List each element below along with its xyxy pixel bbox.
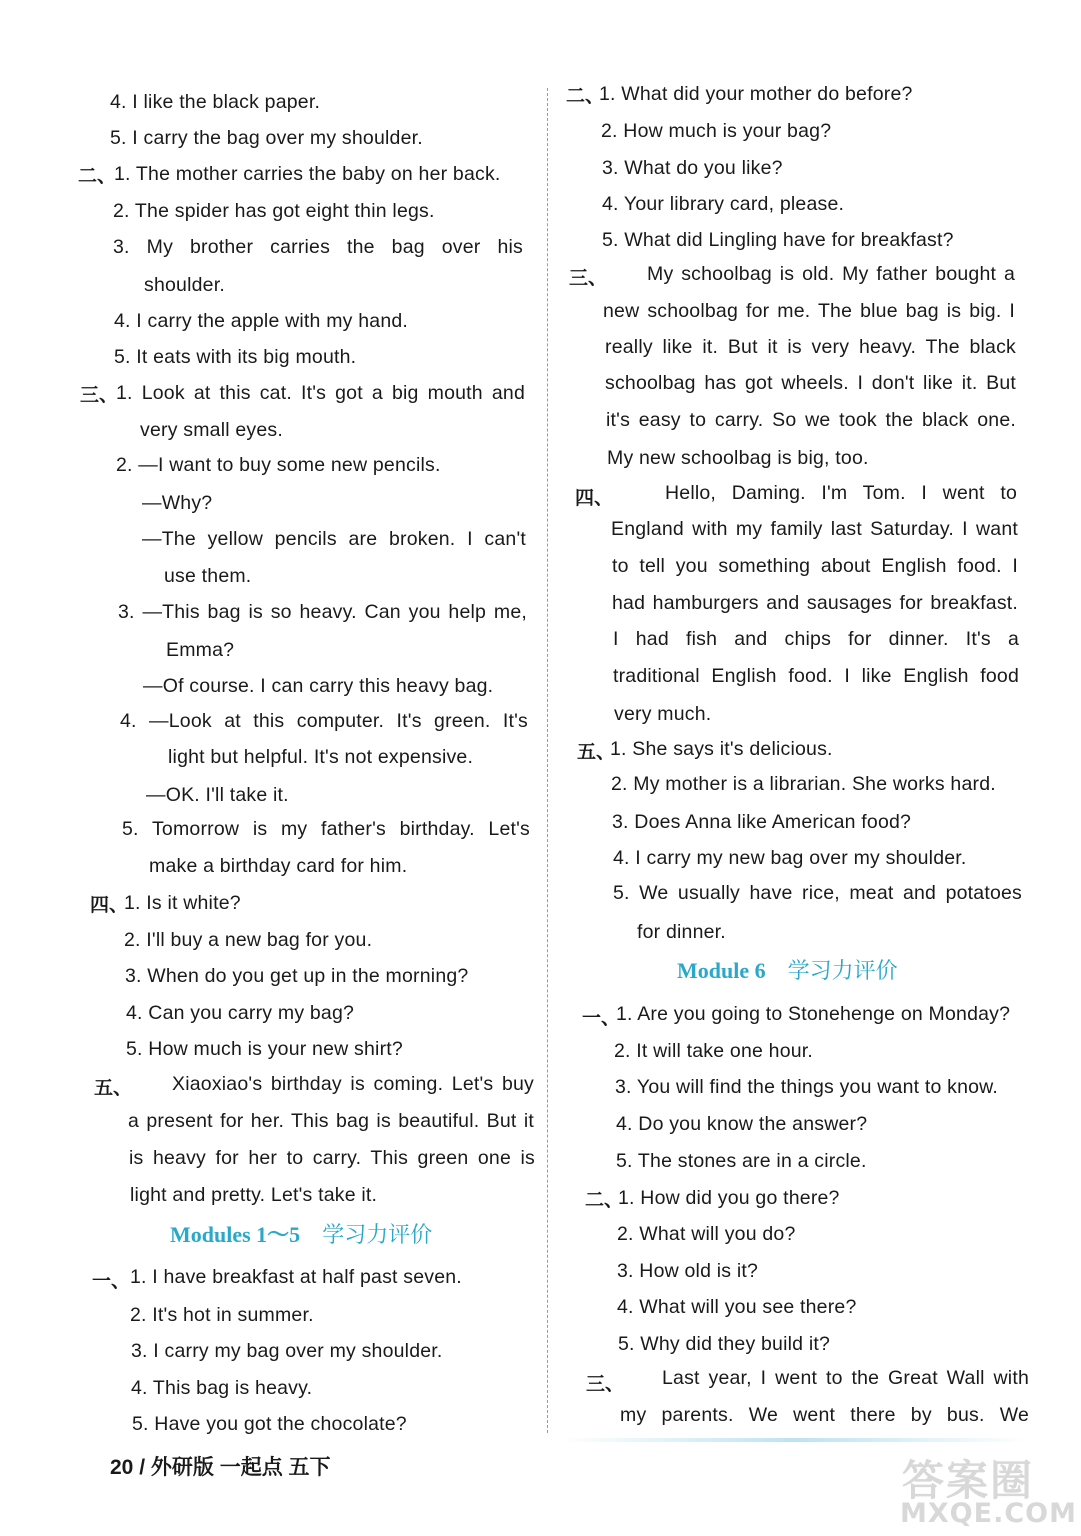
answer-line: 1. The mother carries the baby on her back. (114, 163, 501, 185)
answer-line: is heavy for her to carry. This green one is (129, 1147, 535, 1169)
answer-line: 3. —This bag is so heavy. Can you help me, (118, 601, 527, 623)
answer-line: 3. Does Anna like American food? (612, 811, 912, 833)
answer-line: 1. I have breakfast at half past seven. (130, 1266, 462, 1288)
answer-line: 5. How much is your new shirt? (126, 1038, 403, 1060)
answer-line: light but helpful. It's not expensive. (168, 746, 474, 768)
answer-line: 3. How old is it? (617, 1260, 759, 1282)
answer-line: 3. You will find the things you want to know. (615, 1076, 998, 1098)
heading-subtitle: 学习力评价 (787, 959, 898, 984)
section-marker: 二、 (78, 165, 117, 187)
answer-line: 2. It will take one hour. (614, 1040, 814, 1062)
answer-line: 1. How did you go there? (618, 1187, 840, 1209)
answer-line: Hello, Daming. I'm Tom. I went to (665, 482, 1017, 504)
answer-line: for dinner. (637, 921, 726, 943)
answer-line: 2. It's hot in summer. (130, 1304, 314, 1326)
answer-line: 5. Have you got the chocolate? (132, 1413, 407, 1435)
page-footer: 20 / 外研版 一起点 五下 (110, 1456, 331, 1479)
answer-line: shoulder. (144, 274, 225, 296)
answer-line: 2. My mother is a librarian. She works hard. (611, 773, 996, 795)
answer-line: use them. (164, 565, 252, 587)
section-marker: 三、 (569, 267, 608, 289)
section-marker: 二、 (585, 1189, 624, 1211)
answer-line: 3. What do you like? (602, 157, 783, 179)
answer-line: Emma? (166, 639, 235, 661)
answer-line: to tell you something about English food. I (612, 555, 1018, 577)
answer-line: 4. —Look at this computer. It's green. It's (120, 710, 528, 732)
section-marker: 四、 (90, 894, 129, 916)
answer-line: 5. It eats with its big mouth. (114, 346, 357, 368)
answer-line: My schoolbag is old. My father bought a (647, 263, 1015, 285)
heading-title: Module 6 (677, 958, 766, 983)
answer-line: 4. I carry the apple with my hand. (114, 310, 409, 332)
answer-line: 2. How much is your bag? (601, 120, 832, 142)
answer-line: Xiaoxiao's birthday is coming. Let's buy (172, 1073, 534, 1095)
answer-line: I had fish and chips for dinner. It's a (613, 628, 1019, 650)
watermark-title: 答案圈 (902, 1456, 1035, 1505)
answer-line: —Of course. I can carry this heavy bag. (143, 675, 494, 697)
answer-line: make a birthday card for him. (149, 855, 408, 877)
answer-line: 5. What did Lingling have for breakfast? (602, 229, 954, 251)
answer-line: 4. Can you carry my bag? (126, 1002, 355, 1024)
right-column (555, 0, 1081, 1440)
answer-line: very much. (614, 703, 712, 725)
section-marker: 二、 (566, 85, 605, 107)
answer-line: schoolbag has got wheels. I don't like it. But (605, 372, 1016, 394)
section-heading (170, 1221, 432, 1250)
answer-line: 5. Why did they build it? (618, 1333, 831, 1355)
answer-line: 2. What will you do? (617, 1223, 796, 1245)
answer-line: 1. Look at this cat. It's got a big mouth and (116, 382, 525, 404)
answer-line: traditional English food. I like English food (613, 665, 1019, 687)
answer-line: England with my family last Saturday. I want (611, 518, 1018, 540)
answer-line: 5. The stones are in a circle. (616, 1150, 867, 1172)
footer-rule (560, 1438, 1030, 1442)
column-divider (547, 88, 548, 1433)
answer-line: new schoolbag for me. The blue bag is big. I (603, 300, 1015, 322)
answer-line: very small eyes. (140, 419, 283, 441)
answer-line: 4. Do you know the answer? (616, 1113, 868, 1135)
answer-line: 4. Your library card, please. (602, 193, 845, 215)
answer-line: my parents. We went there by bus. We (620, 1404, 1029, 1426)
answer-line: My new schoolbag is big, too. (607, 447, 869, 469)
answer-line: 4. This bag is heavy. (131, 1377, 313, 1399)
answer-line: 4. What will you see there? (617, 1296, 857, 1318)
answer-line: 4. I carry my new bag over my shoulder. (613, 847, 967, 869)
answer-line: —OK. I'll take it. (146, 784, 289, 806)
answer-line: really like it. But it is very heavy. The black (605, 336, 1016, 358)
answer-line: Last year, I went to the Great Wall with (662, 1367, 1029, 1389)
answer-line: 4. I like the black paper. (110, 91, 321, 113)
section-marker: 五、 (94, 1077, 133, 1099)
watermark-url: MXQE.COM (900, 1498, 1077, 1529)
answer-line: 5. Tomorrow is my father's birthday. Let's (122, 818, 530, 840)
answer-line: it's easy to carry. So we took the black one. (606, 409, 1016, 431)
answer-line: 2. I'll buy a new bag for you. (124, 929, 373, 951)
section-marker: 三、 (80, 384, 119, 406)
answer-line: 3. When do you get up in the morning? (125, 965, 469, 987)
answer-line: light and pretty. Let's take it. (130, 1184, 378, 1206)
answer-line: 1. She says it's delicious. (610, 738, 833, 760)
section-heading (677, 957, 898, 986)
answer-line: —The yellow pencils are broken. I can't (142, 528, 526, 550)
heading-title: Modules 1～5 (170, 1222, 301, 1247)
answer-line: 1. Is it white? (124, 892, 241, 914)
answer-line: 5. I carry the bag over my shoulder. (110, 127, 423, 149)
answer-line: a present for her. This bag is beautiful. But it (128, 1110, 534, 1132)
answer-line: 2. —I want to buy some new pencils. (116, 454, 441, 476)
answer-line: 5. We usually have rice, meat and potatoes (613, 882, 1022, 904)
answer-line: —Why? (142, 492, 213, 514)
answer-line: 3. I carry my bag over my shoulder. (131, 1340, 443, 1362)
section-marker: 四、 (575, 487, 614, 509)
answer-line: 2. The spider has got eight thin legs. (113, 200, 435, 222)
watermark-logo (898, 1448, 1076, 1532)
answer-line: 1. Are you going to Stonehenge on Monday? (616, 1003, 1011, 1025)
section-marker: 三、 (586, 1373, 625, 1395)
left-column (0, 0, 545, 1440)
heading-subtitle: 学习力评价 (322, 1223, 433, 1248)
section-marker: 一、 (582, 1007, 621, 1029)
section-marker: 五、 (577, 741, 616, 763)
answer-line: 3. My brother carries the bag over his (113, 236, 523, 258)
section-marker: 一、 (92, 1270, 131, 1292)
answer-line: 1. What did your mother do before? (599, 83, 913, 105)
answer-line: had hamburgers and sausages for breakfast. (612, 592, 1018, 614)
